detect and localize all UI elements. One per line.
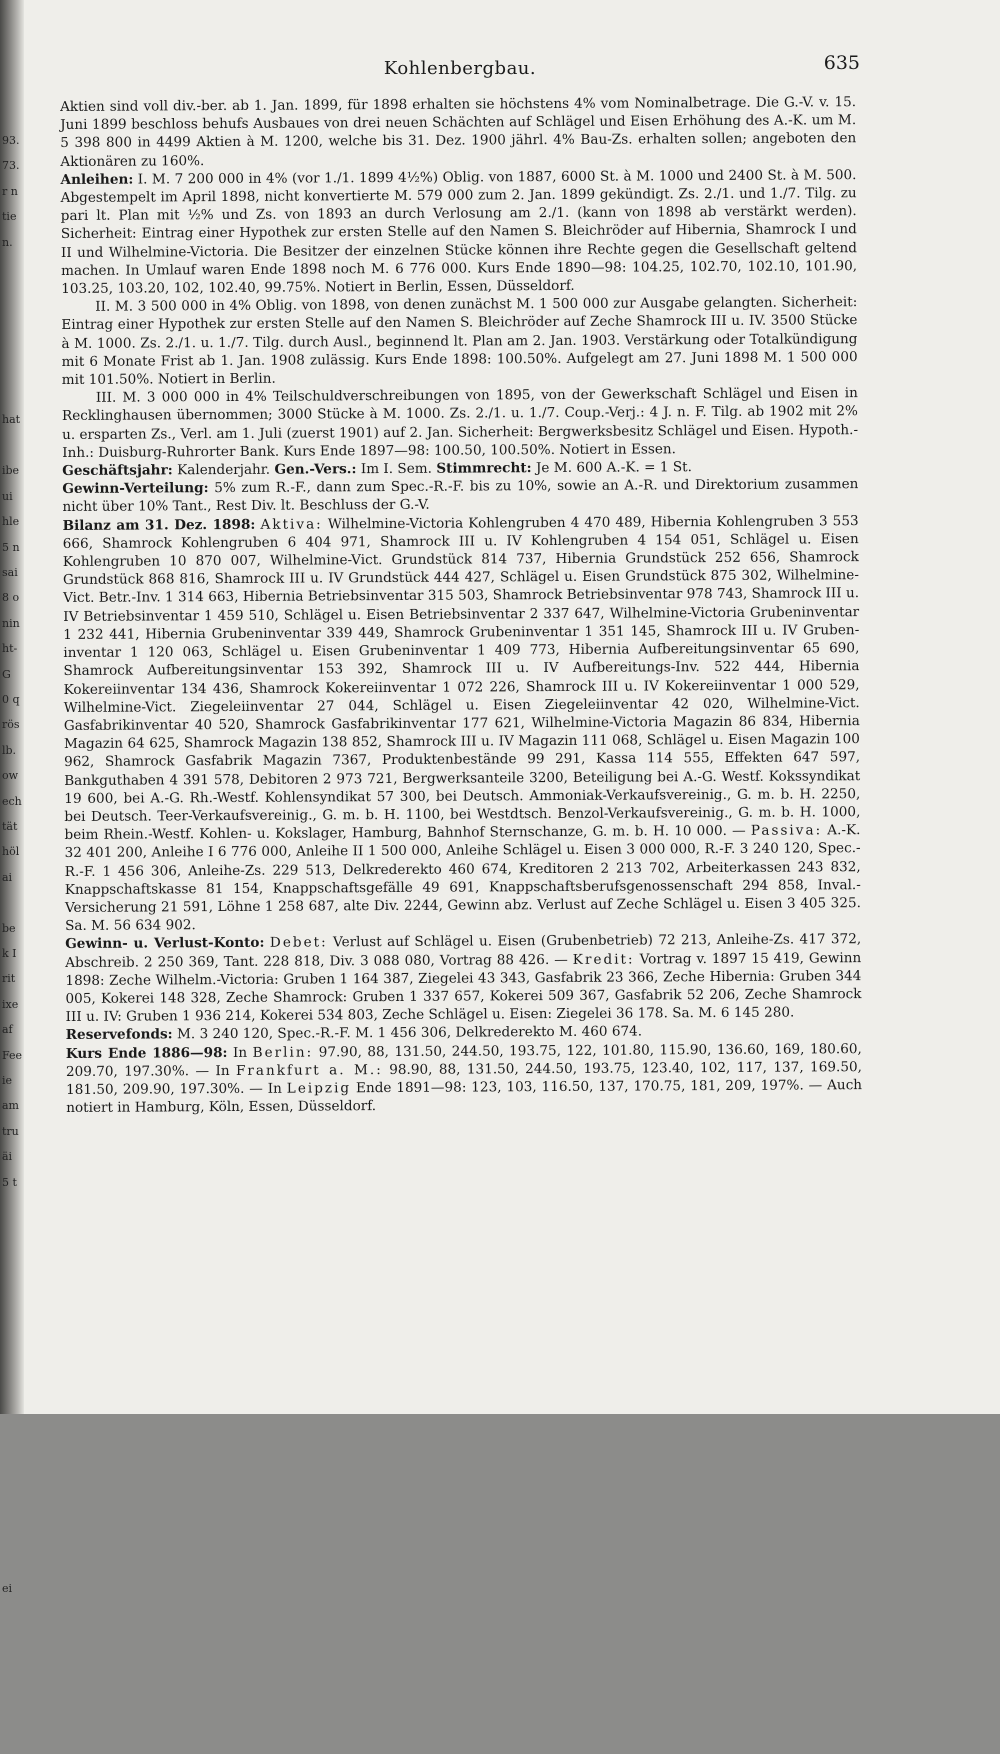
city-leipzig: Leipzig <box>286 1080 352 1097</box>
margin-fragment: r n <box>2 184 18 198</box>
margin-fragment <box>2 280 24 305</box>
margin-fragment: ai <box>2 870 13 884</box>
label-passiva: Passiva: <box>750 822 823 839</box>
margin-fragment <box>2 1373 24 1398</box>
margin-fragment: Fee <box>2 1048 23 1062</box>
margin-fragment: G <box>2 667 11 681</box>
paragraph-geschaeftsjahr: Geschäftsjahr: Kalenderjahr. Gen.-Vers.: Im I. Sem. Stimmrecht: Je M. 600 A.-K. = 1 St. <box>62 459 692 480</box>
margin-fragment <box>2 1551 24 1576</box>
margin-fragment <box>2 1271 24 1296</box>
page-header <box>60 50 860 86</box>
paragraph-aktien: Aktien sind voll div.-ber. ab 1. Jan. 1899, für 1898 erhalten sie höchstens 4% vom Nominalbetrage. Die G.-V. v. 15. Juni 1899 beschloss behufs Ausbaues von drei neuen Schächten auf Schlägel und Eisen Erhöhung des A.-K. um M. 5 398 800 in 4499 Aktien à M. 1200, welche bis 31. Dez. 1900 jährl. 4% Bau-Zs. erhalten sollen; angeboten den Aktionären zu 160%. <box>60 94 857 170</box>
margin-fragment: ie <box>2 1074 13 1088</box>
city-berlin: Berlin: <box>252 1044 314 1061</box>
margin-fragment <box>2 1449 24 1474</box>
paragraph-reservefonds: Reservefonds: M. 3 240 120, Spec.-R.-F. M. 1 456 306, Delkrederekto M. 460 674. <box>65 1023 643 1044</box>
label-debet: Debet: <box>269 934 328 952</box>
margin-fragment: ech <box>2 794 22 808</box>
margin-fragment <box>2 1322 24 1347</box>
paragraph-anleihe-ii: II. M. 3 500 000 in 4% Oblig. von 1898, von denen zunächst M. 1 500 000 zur Ausgabe gelangten. Sicherheit: Eintrag einer Hypothek zur ersten Stelle auf den Namen S. Bleichröder auf Zeche Shamrock III u. IV. 3500 Stücke à M. 1000. Zs. 2./1. u. 1./7. Tilg. durch Ausl., beginnend lt. Plan am 2. Jan. 1903. Verstärkung oder Totalkündigung mit 6 Monate Frist ab 1. Jan. 1908 zulässig. Kurs Ende 1898: 100.50%. Aufgelegt am 27. Juni 1898 M. 1 500 000 mit 101.50%. Notiert in Berlin. <box>61 294 858 389</box>
heading-geschaeftsjahr: Geschäftsjahr: <box>62 462 173 480</box>
margin-fragment: tie <box>2 210 17 224</box>
margin-fragment: lb. <box>2 743 17 757</box>
margin-fragment <box>2 1195 24 1220</box>
running-title: Kohlenbergbau. <box>383 58 537 79</box>
heading-gewinn-verteilung: Gewinn-Verteilung: <box>62 480 209 498</box>
page-number: 635 <box>823 52 860 74</box>
margin-fragment: rit <box>2 972 16 986</box>
heading-gen-vers: Gen.-Vers.: <box>274 461 357 478</box>
margin-fragment <box>2 331 24 356</box>
margin-fragment <box>2 1525 24 1550</box>
heading-kurs: Kurs Ende 1886—98: <box>65 1044 228 1062</box>
label-aktiva: Aktiva: <box>260 516 323 533</box>
margin-fragment: hat <box>2 413 21 427</box>
heading-anleihen: Anleihen: <box>60 171 134 188</box>
margin-fragment: tät <box>2 819 18 833</box>
margin-fragment: 8 o <box>2 591 20 605</box>
document-body <box>60 93 862 1117</box>
margin-fragment: äi <box>2 1150 13 1164</box>
margin-fragment: 73. <box>2 159 20 173</box>
label-kredit: Kredit: <box>572 951 635 968</box>
margin-fragment: 5 t <box>2 1175 17 1189</box>
paragraph-gewinn-verteilung: Gewinn-Verteilung: 5% zum R.-F., dann zum Spec.-R.-F. bis zu 10%, sowie an A.-R. und Direktorium zusammen nicht über 10% Tant., Rest Div. lt. Beschluss der G.-V. <box>62 476 859 516</box>
paragraph-kurs: Kurs Ende 1886—98: In Berlin: 97.90, 88, 131.50, 244.50, 193.75, 122, 101.80, 115.90, 136.60, 169, 180.60, 209.70, 197.30%. — In Frankfurt a. M.: 98.90, 88, 131.50, 244.50, 193.75, 123.40, 102, 117, 137, 169.50, 181.50, 209.90, 197.30%. — In Leipzig Ende 1891—98: 123, 103, 116.50, 137, 170.75, 181, 209, 197%. — Auch notiert in Hamburg, Köln, Essen, Düsseldorf. <box>65 1040 863 1117</box>
margin-fragment <box>2 1678 24 1703</box>
margin-fragment: am <box>2 1099 19 1113</box>
heading-bilanz: Bilanz am 31. Dez. 1898: <box>62 516 256 534</box>
margin-fragment <box>2 1398 24 1423</box>
margin-fragment <box>2 255 24 280</box>
margin-fragment <box>2 1500 24 1525</box>
margin-fragment <box>2 306 24 331</box>
margin-fragment: be <box>2 921 16 935</box>
margin-fragment: ibe <box>2 464 20 478</box>
margin-fragment <box>2 1297 24 1322</box>
city-frankfurt: Frankfurt a. M.: <box>235 1061 383 1079</box>
margin-fragment: k I <box>2 947 17 960</box>
margin-fragment: 5 n <box>2 540 20 554</box>
margin-fragment <box>2 1424 24 1449</box>
margin-fragment: ui <box>2 489 13 503</box>
margin-fragment: ixe <box>2 997 19 1011</box>
margin-fragment <box>2 1703 24 1728</box>
margin-fragment: 93. <box>2 134 20 147</box>
margin-fragment <box>2 1220 24 1245</box>
paragraph-bilanz: Bilanz am 31. Dez. 1898: Aktiva: Wilhelmine-Victoria Kohlengruben 4 470 489, Hibernia Kohlengruben 3 553 666, Shamrock Kohlengruben 6 404 971, Shamrock III u. IV Kohlengruben 4 154 051, Schlägel u. Eisen Kohlengruben 10 870 007, Wilhelmine-Vict. Grundstück 814 737, Hibernia Grundstück 252 656, Shamrock Grundstück 868 816, Shamrock III u. IV Grundstück 444 427, Schlägel u. Eisen Grundstück 875 302, Wilhelmine-Vict. Betr.-Inv. 1 314 663, Hibernia Betriebsinventar 315 503, Shamrock Betriebsinventar 978 743, Shamrock III u. IV Betriebsinventar 1 459 510, Schlägel u. Eisen Betriebsinventar 2 337 647, Wilhelmine-Victoria Grubeninventar 1 232 441, Hibernia Grubeninventar 339 449, Shamrock Grubeninventar 1 351 145, Shamrock III u. IV Grubeninventar 1 120 063, Schlägel u. Eisen Grubeninventar 1 409 773, Hibernia Aufbereitungsinventar 65 690, Shamrock Aufbereitungsinventar 153 392, Shamrock III u. IV Aufbereitungs-Inv. 522 444, Hibernia Kokereiinventar 134 436, Shamrock Kokereiinventar 1 072 226, Shamrock III u. IV Kokereiinventar 1 000 529, Wilhelmine-Vict. Ziegeleiinventar 27 044, Schlägel u. Eisen Ziegeleiinventar 42 020, Wilhelmine-Vict. Gasfabrikinventar 40 520, Shamrock Gasfabrikinventar 177 621, Wilhelmine-Victoria Magazin 86 834, Hibernia Magazin 64 625, Shamrock Magazin 138 852, Shamrock III u. IV Magazin 111 068, Schlägel u. Eisen Magazin 100 962, Shamrock Gasfabrik Magazin 7367, Produktenbestände 99 291, Kassa 114 555, Effekten 647 597, Bankguthaben 4 391 578, Debitoren 2 973 721, Bergwerksanteile 3200, Beteiligung bei A.-G. Westf. Kokssyndikat 19 600, bei A.-G. Rh.-Westf. Kohlensyndikat 57 300, bei Deutsch. Ammoniak-Verkaufsvereinig., G. m. b. H. 2250, bei Deutsch. Teer-Verkaufsvereinig., G. m. b. H. 1100, bei Westdtsch. Benzol-Verkaufsvereinig., G. m. b. H. 1000, beim Rhein.-Westf. Kohlen- u. Kokslager, Hamburg, Bahnhof Sternschanze, G. m. b. H. 10 000. — Passiva: A.-K. 32 401 200, Anleihe I 6 776 000, Anleihe II 1 500 000, Anleihe Schlägel u. Eisen 3 000 000, R.-F. 3 240 120, Spec.-R.-F. 1 456 306, Anleihe-Zs. 229 513, Delkrederekto 460 674, Kreditoren 2 213 702, Arbeiterkassen 243 832, Knappschaftskasse 81 154, Knappschaftsgefälle 49 691, Knappschaftsberufsgenossenschaft 294 858, Inval.-Versicherung 21 591, Löhne 1 258 687, alte Div. 2244, Gewinn abz. Verlust auf Zeche Schlägel u. Eisen 3 405 325. Sa. M. 56 634 902. <box>62 512 861 935</box>
margin-fragment <box>2 1729 24 1754</box>
margin-fragment: höl <box>2 845 20 859</box>
margin-fragment <box>2 890 24 915</box>
margin-fragment: tru <box>2 1124 19 1138</box>
heading-reservefonds: Reservefonds: <box>65 1026 173 1044</box>
heading-stimmrecht: Stimmrecht: <box>436 460 532 477</box>
margin-fragment <box>2 1246 24 1271</box>
paragraph-anleihen: Anleihen: I. M. 7 200 000 in 4% (vor 1./1. 1899 4½%) Oblig. von 1887, 6000 St. à M. 1000 und 2400 St. à M. 500. Abgestempelt im April 1898, nicht konvertierte M. 579 000 zum 2. Jan. 1899 gekündigt. Zs. 2./1. und 1./7. Tilg. zu pari lt. Plan mit ½% und Zs. von 1893 an durch Verlosung am 2./1. (kann von 1898 ab verstärkt werden). Sicherheit: Eintrag einer Hypothek zur ersten Stelle auf den Namen S. Bleichröder auf Hibernia, Shamrock I und II und Wilhelmine-Victoria. Die Besitzer der einzelnen Stücke können ihre Rechte gegen die Gesellschaft geltend machen. In Umlauf waren Ende 1898 noch M. 6 776 000. Kurs Ende 1890—98: 104.25, 102.70, 102.10, 101.90, 103.25, 103.20, 102, 102.40, 99.75%. Notiert in Berlin, Essen, Düsseldorf. <box>60 166 858 298</box>
margin-fragment <box>2 357 24 382</box>
margin-fragment <box>2 1627 24 1652</box>
margin-fragment <box>2 1348 24 1373</box>
margin-fragment: ht- <box>2 642 18 656</box>
margin-fragment <box>2 1475 24 1500</box>
margin-fragment: ei <box>2 1582 13 1596</box>
paragraph-anleihe-iii: III. M. 3 000 000 in 4% Teilschuldverschreibungen von 1895, von der Gewerkschaft Schlägel und Eisen in Recklinghausen übernommen; 3000 Stücke à M. 1000. Zs. 2./1. u. 1./7. Coup.-Verj.: 4 J. n. F. Tilg. ab 1902 mit 2% u. ersparten Zs., Verl. am 1. Juli (zuerst 1901) auf 2. Jan. Sicherheit: Bergwerksbesitz Schlägel und Eisen. Hypoth.-Inh.: Duisburg-Ruhrorter Bank. Kurs Ende 1897—98: 100.50, 100.50%. Notiert in Essen. <box>61 385 859 461</box>
margin-fragment: 0 q <box>2 692 20 706</box>
adjacent-page-fragments <box>2 128 24 1754</box>
margin-fragment <box>2 1652 24 1677</box>
margin-fragment <box>2 382 24 407</box>
paragraph-gewinn-verlust: Gewinn- u. Verlust-Konto: Debet: Verlust auf Schlägel u. Eisen (Grubenbetrieb) 72 213, Anleihe-Zs. 417 372, Abschreib. 2 250 369, Tant. 228 818, Div. 3 088 080, Vortrag 88 426. — Kredit: Vortrag v. 1897 15 419, Gewinn 1898: Zeche Wilhelm.-Victoria: Gruben 1 164 387, Ziegelei 43 343, Gasfabrik 23 366, Zeche Hibernia: Gruben 344 005, Kokerei 148 328, Zeche Shamrock: Gruben 1 337 657, Kokerei 509 367, Gasfabrik 52 206, Zeche Shamrock III u. IV: Gruben 1 936 214, Kokerei 534 803, Zeche Schlägel u. Eisen: Ziegelei 36 178. Sa. M. 6 145 280. <box>65 931 862 1026</box>
margin-fragment: hle <box>2 515 20 529</box>
margin-fragment: ow <box>2 769 19 783</box>
margin-fragment: af <box>2 1023 13 1037</box>
margin-fragment: sai <box>2 565 18 579</box>
margin-fragment: nin <box>2 616 20 630</box>
margin-fragment: n. <box>2 235 13 249</box>
margin-fragment: rös <box>2 718 20 732</box>
margin-fragment <box>2 1602 24 1627</box>
margin-fragment <box>2 433 24 458</box>
heading-gewinn-verlust: Gewinn- u. Verlust-Konto: <box>65 935 265 953</box>
